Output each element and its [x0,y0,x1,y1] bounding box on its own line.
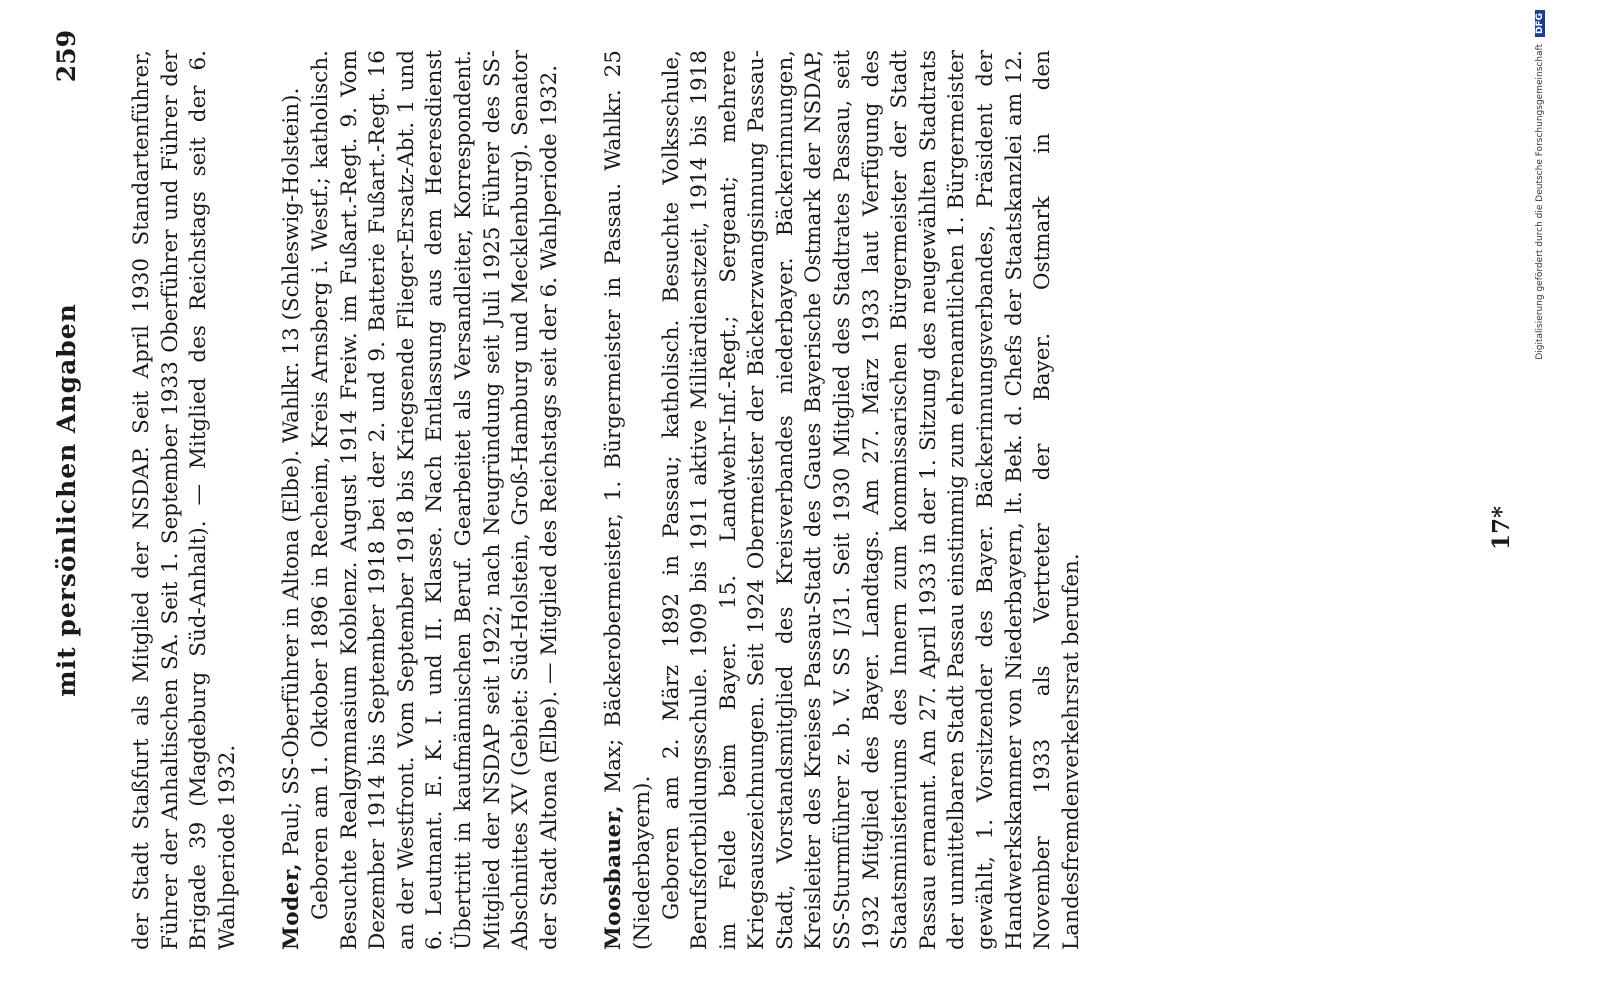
entry-heading-text: Paul; SS-Oberführer in Altona (Elbe). Wahlkr. 13 (Schleswig-Holstein). [279,87,305,863]
entry-heading [278,50,307,950]
entry-name: Moosbauer, [601,804,627,950]
entry-heading [600,50,657,950]
body-text [128,50,1086,950]
sheet-signature: 17* [1488,505,1515,550]
page-number: 259 [52,30,81,83]
scanned-page [0,10,1560,990]
digitization-credit [1535,10,1545,990]
entry-body: Geboren am 2. März 1892 in Passau; katholisch. Besuchte Volksschule, Berufsfortbildungsschule. 1909 bis 1911 aktive Militärdienstzeit, 1914 bis 1918 im Felde beim Bayer. 15. Landwehr-Inf.-Regt.; Sergeant; mehrere Kriegsauszeichnungen. Seit 1924 Obermeister der Bäckerzwangsinnung Passau-Stadt, Vorstandsmitglied des Kreisverbandes niederbayer. Bäckerinnungen, Kreisleiter des Kreises Passau-Stadt des Gaues Bayerische Ostmark der NSDAP, SS-Sturmführer z. b. V. SS I/31. Seit 1930 Mitglied des Stadtrates Passau, seit 1932 Mitglied des Bayer. Landtags. Am 27. März 1933 laut Verfügung des Staatsministeriums des Innern zum kommissarischen Bürgermeister der Stadt Passau ernannt. Am 27. April 1933 in der 1. Sitzung des neugewählten Stadtrats der unmittelbaren Stadt Passau einstimmig zum ehrenamtlichen 1. Bürgermeister gewählt, 1. Vorsitzender des Bayer. Bäckerinnungsverbandes, Präsident der Handwerkskammer von Niederbayern, lt. Bek. d. Chefs der Staatskanzlei am 12. November 1933 als Vertreter der Bayer. Ostmark in den Landesfremdenverkehrsrat berufen. [658,50,1084,950]
dfg-logo: DFG [1535,10,1545,37]
entry-heading-text: Max; Bäckerobermeister, 1. Bürgermeister in Passau. Wahlkr. 25 (Niederbayern). [601,50,655,950]
entry-name: Moder, [279,862,305,950]
credit-text: Digitalisierung gefördert durch die Deutsche Forschungsgemeinschaft [1535,43,1545,360]
continuation-paragraph: der Stadt Staßfurt als Mitglied der NSDAP. Seit April 1930 Standartenführer, Führer der Anhaltischen SA. Seit 1. September 1933 Oberführer und Führer der Brigade 39 (Magdeburg Süd-Anhalt). — Mitglied des Reichstags seit der 6. Wahlperiode 1932. [129,50,240,950]
entry-body: Geboren am 1. Oktober 1896 in Recheim, Kreis Arnsberg i. Westf.; katholisch. Besuchte Realgymnasium Koblenz. August 1914 Freiw. im Fußart.-Regt. 9. Vom Dezember 1914 bis September 1918 bei der 2. und 9. Batterie Fußart.-Regt. 16 an der Westfront. Vom September 1918 bis Kriegsende Flieger-Ersatz-Abt. 1 und 6. Leutnant. E. K. I. und II. Klasse. Nach Entlassung aus dem Heeresdienst Übertritt in kaufmännischen Beruf. Gearbeitet als Versandleiter, Korrespondent. Mitglied der NSDAP seit 1922; nach Neugründung seit Juli 1925 Führer des SS-Abschnittes XV (Gebiet: Süd-Holstein, Groß-Hamburg und Mecklenburg). Senator der Stadt Altona (Elbe). — Mitglied des Reichstags seit der 6. Wahlperiode 1932. [307,50,562,950]
running-head-title: mit persönlichen Angaben [52,303,81,697]
running-head [52,10,92,990]
biography-entry [278,50,564,950]
biography-entry [600,50,1086,950]
